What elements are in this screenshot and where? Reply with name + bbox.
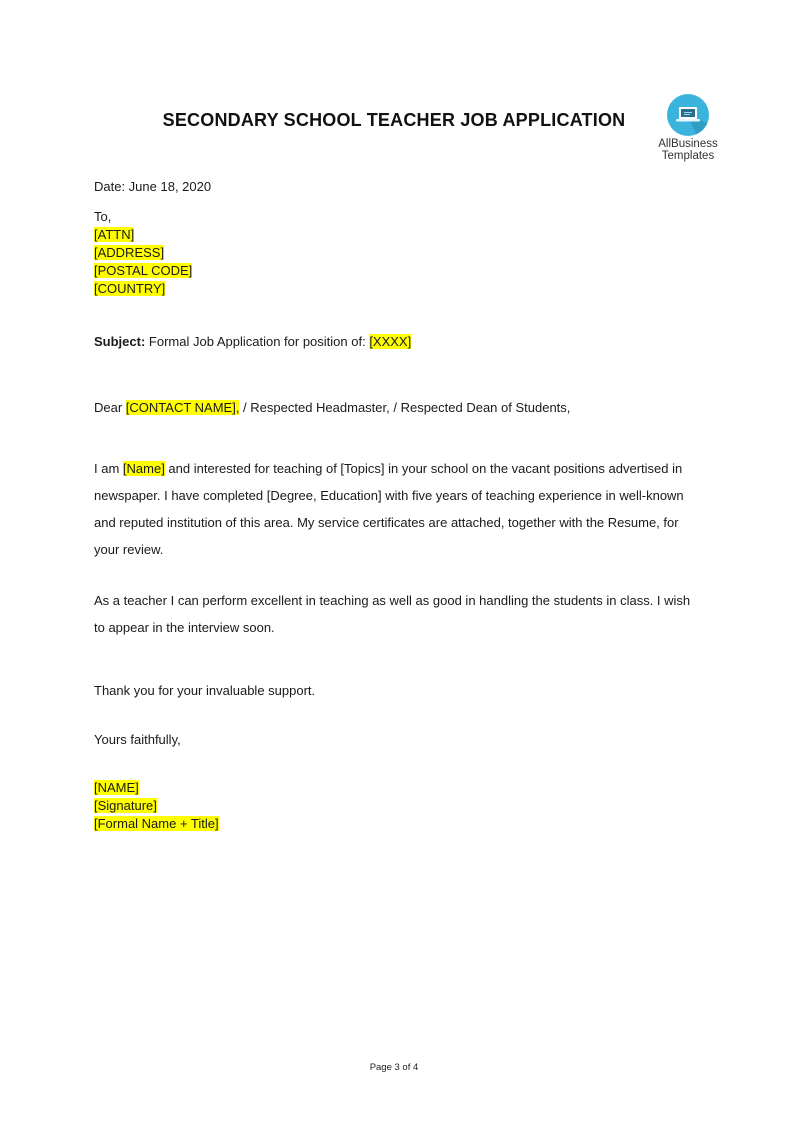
recipient-country: [COUNTRY] bbox=[94, 281, 166, 296]
salutation-contact: [CONTACT NAME], bbox=[125, 400, 240, 415]
recipient-postal-code: [POSTAL CODE] bbox=[94, 263, 193, 278]
subject-text: Formal Job Application for position of: bbox=[145, 334, 370, 349]
signature-name: [NAME] bbox=[94, 780, 139, 795]
allbusiness-logo bbox=[650, 94, 726, 162]
subject-label: Subject: bbox=[94, 334, 146, 349]
subject-placeholder: [XXXX] bbox=[369, 334, 412, 349]
p1-rest: and interested for teaching of [Topics] in your school on the vacant positions advertised in newspaper. I have completed [Degree, Education] with five years of teaching experience in well-known and reputed institution of this area. My service certificates are attached, together with the Resume, for your review. bbox=[94, 461, 684, 557]
salutation-dear: Dear bbox=[94, 400, 126, 415]
signature-signature: [Signature] bbox=[94, 798, 157, 813]
body-paragraph-1 bbox=[94, 455, 704, 563]
p1-start: I am bbox=[94, 461, 123, 476]
thanks-line: Thank you for your invaluable support. bbox=[94, 683, 316, 698]
page-footer: Page 3 of 4 bbox=[369, 1062, 419, 1073]
document-title: SECONDARY SCHOOL TEACHER JOB APPLICATION bbox=[162, 110, 626, 130]
recipient-address: [ADDRESS] bbox=[94, 245, 165, 260]
salutation-rest: / Respected Headmaster, / Respected Dean of Students, bbox=[239, 400, 571, 415]
recipient-attn: [ATTN] bbox=[94, 227, 135, 242]
body-paragraph-2: As a teacher I can perform excellent in teaching as well as good in handling the students in class. I wish to appear in the interview soon. bbox=[94, 593, 691, 635]
subject-line bbox=[94, 333, 411, 351]
closing-line: Yours faithfully, bbox=[94, 732, 181, 747]
salutation bbox=[94, 399, 570, 417]
logo-line-1: AllBusiness bbox=[658, 138, 718, 150]
date-line: Date: June 18, 2020 bbox=[94, 179, 212, 194]
logo-line-2: Templates bbox=[661, 150, 715, 162]
signature-formal: [Formal Name + Title] bbox=[94, 816, 219, 831]
p1-name: [Name] bbox=[122, 461, 165, 476]
laptop-icon bbox=[667, 94, 709, 136]
recipient-to: To, bbox=[94, 209, 112, 224]
